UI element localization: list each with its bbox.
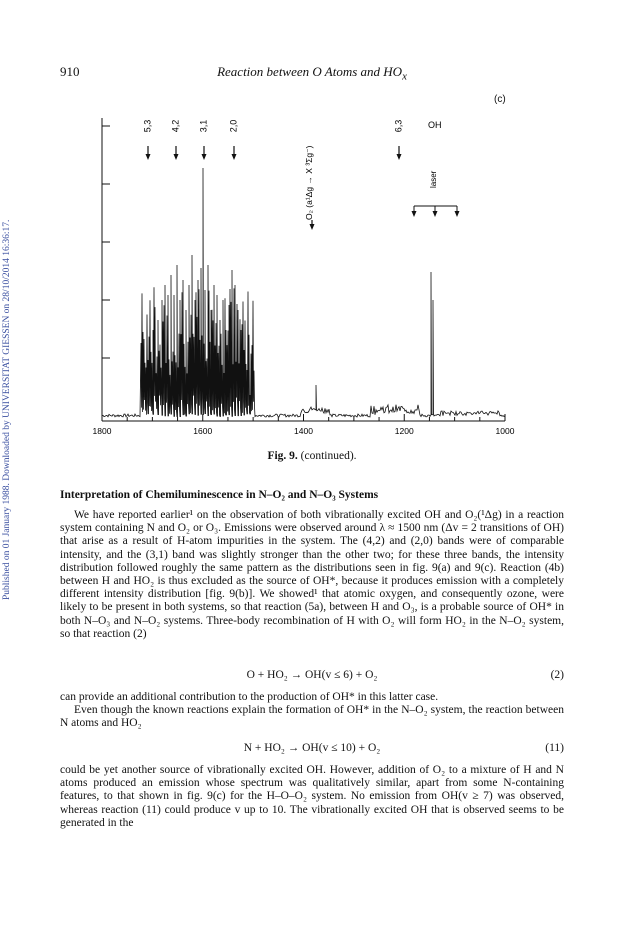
band-arrowhead	[232, 154, 237, 160]
paragraph-2-text: can provide an additional contribution to the production of OH* in this latter case.	[60, 691, 439, 703]
download-watermark: Published on 01 January 1988. Downloaded by UNIVERSITAT GIESSEN on 28/10/2014 16:36:17.	[2, 219, 12, 600]
x-tick-label: 1400	[294, 426, 313, 436]
caption-label: Fig. 9.	[267, 450, 298, 462]
laser-arrowhead	[412, 211, 417, 217]
band-arrowhead	[202, 154, 207, 160]
laser-label: laser	[429, 170, 438, 188]
oh-label: OH	[428, 120, 442, 130]
chart-ticks	[93, 414, 515, 436]
spectrum-chart	[0, 0, 624, 450]
laser-arrowhead	[455, 211, 460, 217]
x-tick-label: 1200	[394, 426, 414, 436]
x-tick-label: 1600	[193, 426, 213, 436]
x-tick-label: 1000	[495, 426, 515, 436]
running-head: Reaction between O Atoms and $HO_x$	[217, 64, 407, 83]
section-title: Interpretation of Chemiluminescence in N–O₂ and N–O₃ Systems	[60, 489, 379, 501]
x-tick-label: 1800	[92, 426, 112, 436]
band-label: 5,3	[142, 119, 153, 133]
equation-2-number: (2)	[550, 669, 564, 681]
running-head-subscript: x	[402, 70, 407, 83]
paragraph-1-text: We have reported earlier¹ on the observation of both vibrationally excited OH and O₂(¹Δg) in a reaction system containing N and O₂ or O₃. Emissions were observed around λ ≈ 1500 nm (Δv = 2 transitions of OH) that arise as a result of H-atom impurities in the system. The (4,2) and (2,0) bands were of comparable intensity, and the (3,1) band was slightly stronger than the other two; for these three bands, the intensity distribution followed roughly the same pattern as the distributions seen in fig. 9(a) and 9(c). Reaction (4b) between H and HO₂ is thus excluded as the source of OH*, because it produces emission with a completely different intensity distribution [fig. 9(b)]. We showed¹ that atomic oxygen, and consequently ozone, were likely to be present in both systems, so that reaction (5a), between H and O₃, is a probable source of OH* in both N–O₃ and N–O₂ systems. Three-body recombination of H with O₂ will form HO₂ in the N–O₂ system, so that reaction (2)	[60, 509, 564, 640]
paragraph-3-text: Even though the known reactions explain the formation of OH* in the N–O₂ system, the reaction between N atoms and HO₂	[60, 704, 564, 730]
equation-11-number: (11)	[545, 742, 564, 754]
equation-11-body: N + HO₂ → OH(v ≤ 10) + O₂	[243, 742, 381, 754]
equation-2-body: O + HO₂ → OH(v ≤ 6) + O₂	[246, 669, 378, 681]
band-label: 4,2	[170, 119, 181, 133]
band-label: 2,0	[228, 119, 239, 133]
page-number: 910	[60, 64, 80, 79]
figure-caption	[0, 450, 624, 462]
band-label: 6,3	[393, 119, 404, 133]
paragraph-2	[60, 691, 564, 731]
paragraph-4	[60, 764, 564, 830]
band-arrowhead	[174, 154, 179, 160]
paragraph-1	[60, 509, 564, 641]
o2-arrowhead	[310, 224, 315, 230]
band-arrowhead	[397, 154, 402, 160]
chart-labels	[142, 120, 459, 230]
panel-label: (c)	[494, 94, 506, 105]
caption-text: (continued).	[300, 450, 357, 462]
paragraph-4-text: could be yet another source of vibrationally excited OH. However, addition of O₂ to a mixture of H and N atoms produced an emission whose spectrum was qualitatively similar, apart from some N-containing features, to that shown in fig. 9(c) for the H–O–O₂ system. No emission from OH(v ≥ 7) was observed, whereas reaction (11) could produce v up to 10. The vibrationally excited OH that is observed seems to be generated in the	[60, 764, 564, 829]
o2-transition-label: O₂ (a¹Δg → X ³Σg⁻)	[304, 145, 314, 220]
band-arrowhead	[146, 154, 151, 160]
band-label: 3,1	[198, 119, 209, 133]
laser-arrowhead	[433, 211, 438, 217]
